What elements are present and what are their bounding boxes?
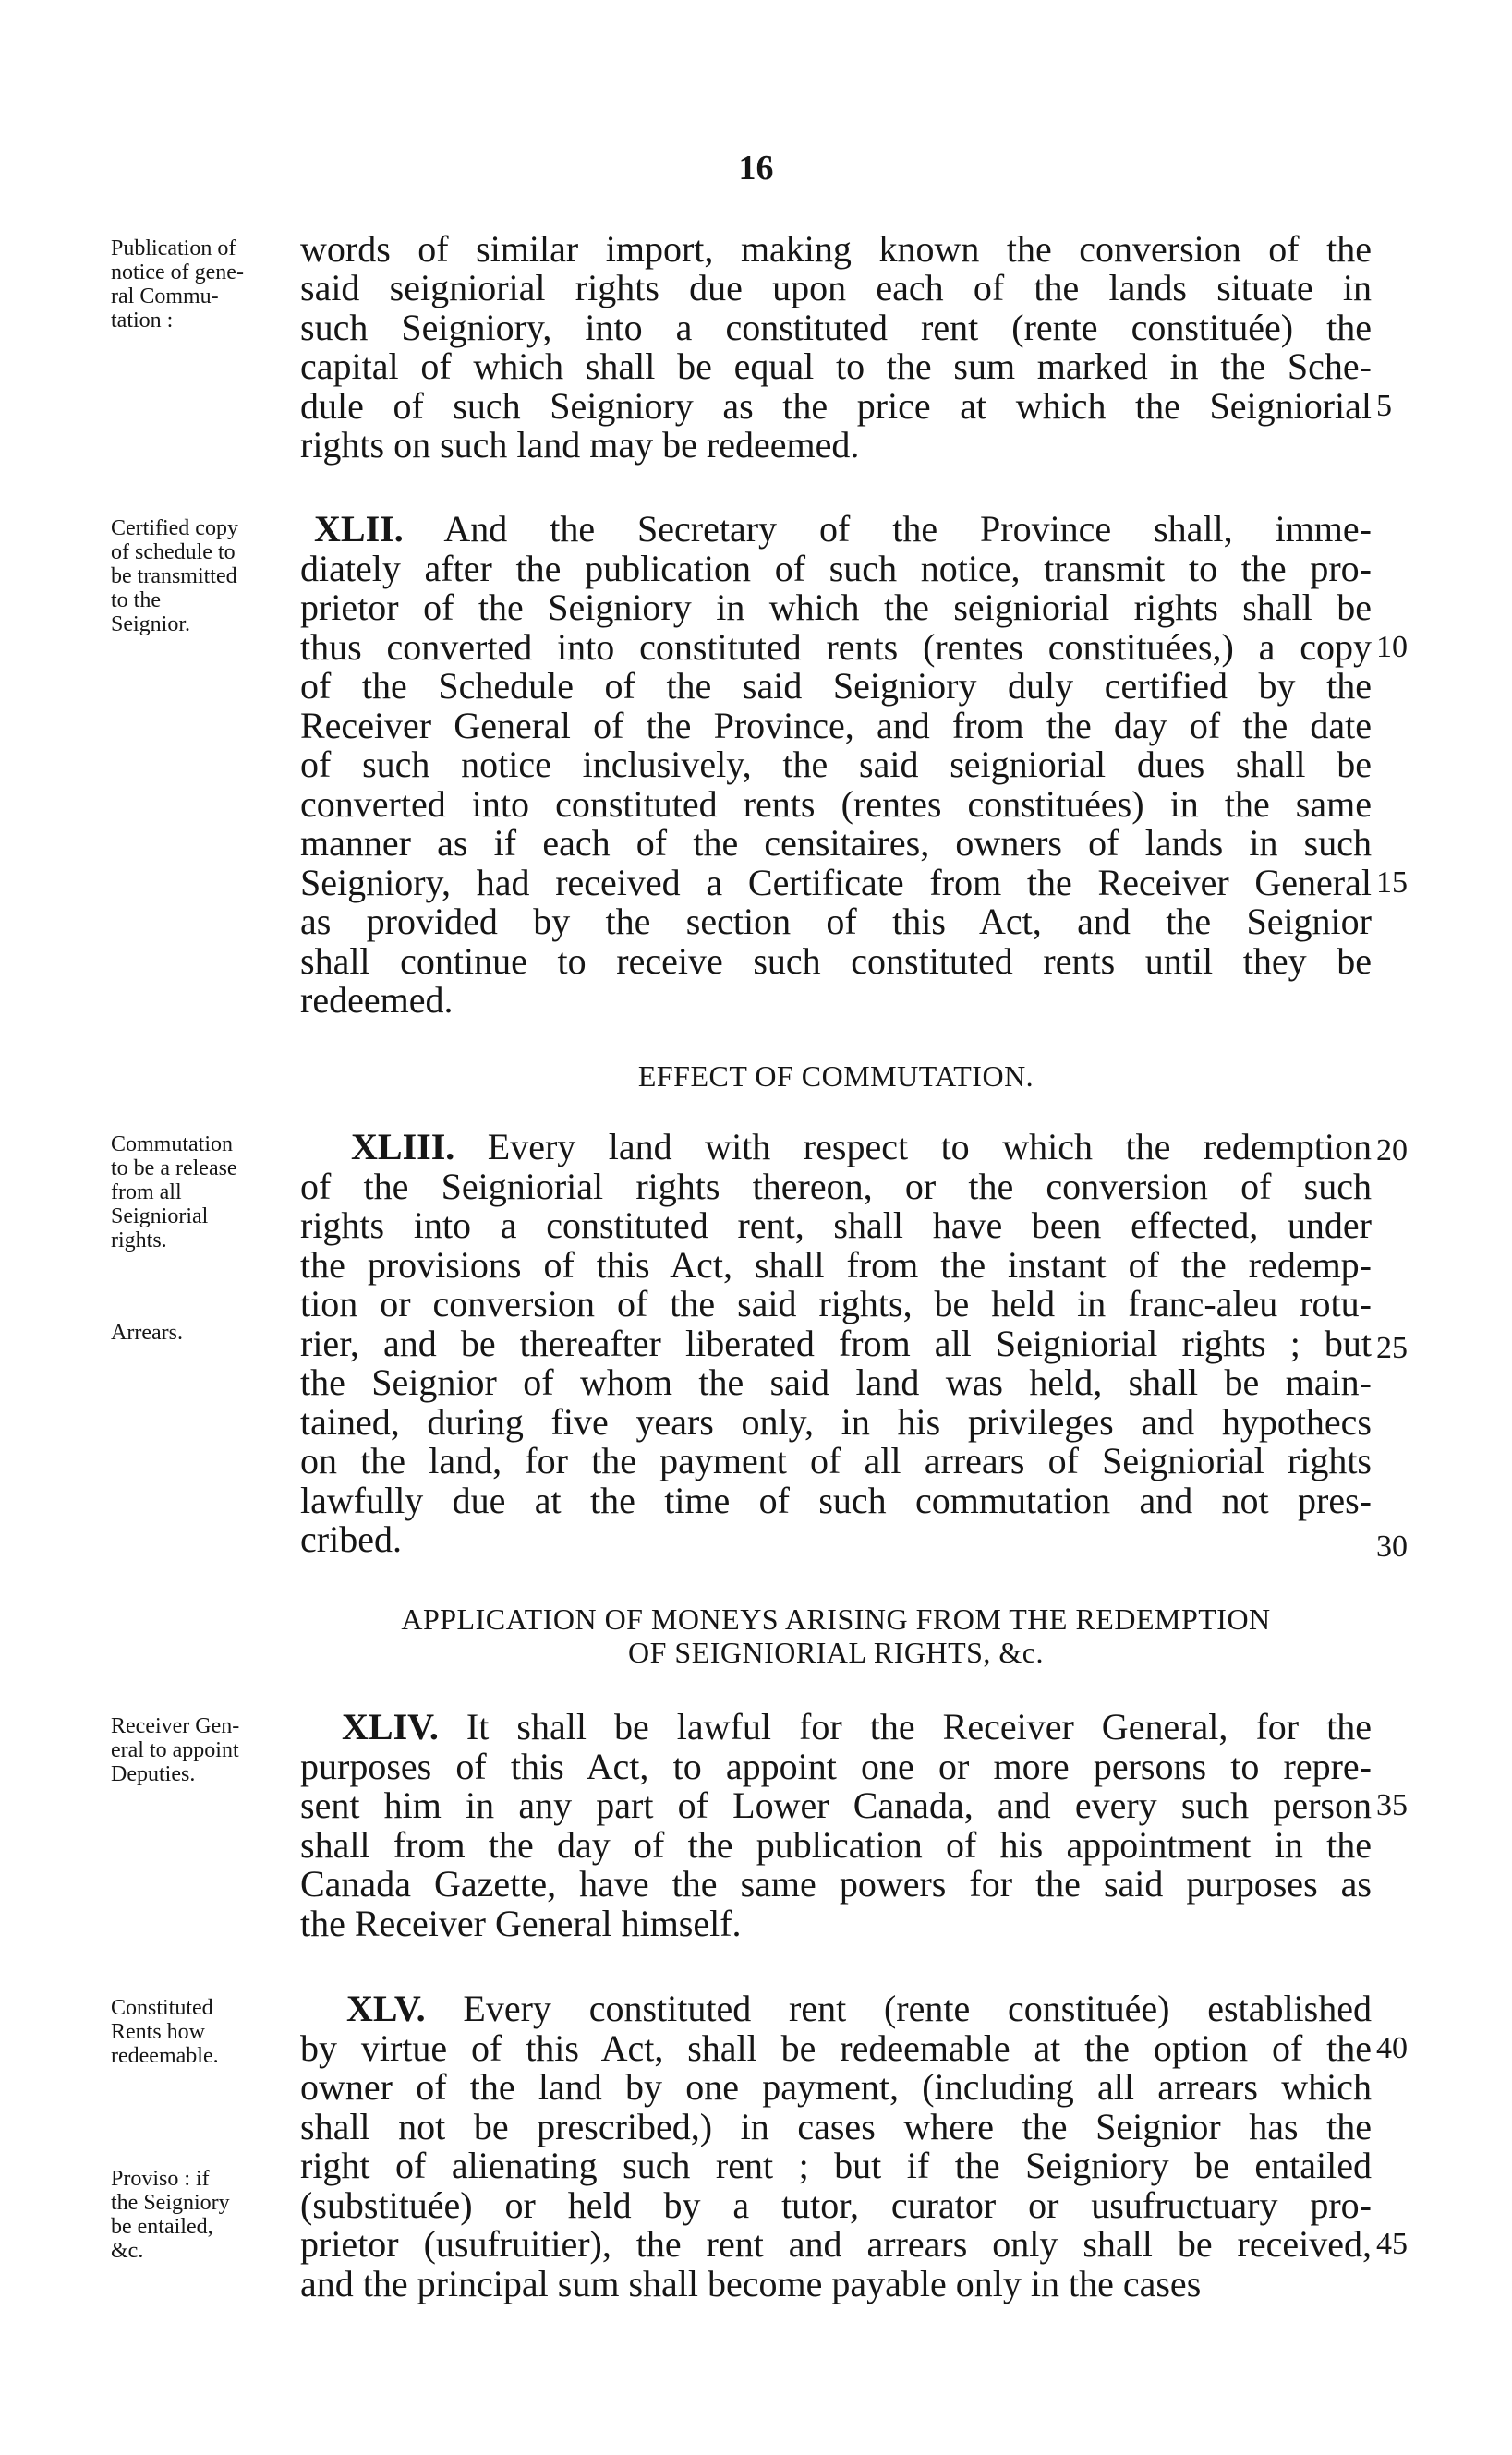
body-line: converted into constituted rents (rentes constituées) in the same <box>300 783 1372 825</box>
margin-note-line: Arrears. <box>111 1321 183 1345</box>
margin-note-line: &c. <box>111 2239 144 2263</box>
margin-note-receiver-general <box>111 1714 305 1786</box>
body-line: of the Seigniorial rights thereon, or the conversion of such <box>300 1166 1372 1207</box>
margin-note-line: be transmitted <box>111 564 237 588</box>
margin-note-commutation <box>111 1132 305 1252</box>
body-line: of the Schedule of the said Seigniory duly certified by the <box>300 665 1372 707</box>
line-number: 5 <box>1376 389 1392 423</box>
body-line: shall continue to receive such constituted rents until they be <box>300 940 1372 982</box>
section-number: XLIII. <box>351 1126 455 1167</box>
body-line <box>314 508 1372 550</box>
margin-note-line: the Seigniory <box>111 2191 230 2215</box>
body-line: dule of such Seigniory as the price at which the Seigniorial <box>300 385 1372 427</box>
body-line: shall from the day of the publication of his appointment in the <box>300 1824 1372 1866</box>
body-line: (substituée) or held by a tutor, curator or usufructuary pro- <box>300 2184 1372 2226</box>
margin-note-line: Receiver Gen- <box>111 1714 240 1738</box>
body-line: cribed. <box>300 1518 402 1560</box>
margin-note-line: Proviso : if <box>111 2167 210 2191</box>
line-number: 40 <box>1376 2031 1408 2065</box>
margin-note-line: ral Commu- <box>111 284 219 308</box>
margin-note-line: Certified copy <box>111 516 238 540</box>
body-line: the Receiver General himself. <box>300 1903 742 1944</box>
body-line: by virtue of this Act, shall be redeemable at the option of the <box>300 2027 1372 2069</box>
margin-note-line: tation : <box>111 308 174 333</box>
section-number: XLII. <box>314 508 404 550</box>
body-line <box>346 1990 1372 2027</box>
body-line: as provided by the section of this Act, and the Seignior <box>300 901 1372 942</box>
margin-note-line: Commutation <box>111 1132 233 1156</box>
body-line: on the land, for the payment of all arrears of Seigniorial rights <box>300 1440 1372 1481</box>
body-line: rier, and be thereafter liberated from all Seigniorial rights ; but <box>300 1323 1372 1364</box>
body-line: the provisions of this Act, shall from the instant of the redemp- <box>300 1244 1372 1286</box>
section-number: XLIV. <box>342 1706 439 1748</box>
body-line: right of alienating such rent ; but if the Seigniory be entailed <box>300 2145 1372 2186</box>
body-line: Seigniory, had received a Certificate from the Receiver General <box>300 862 1372 903</box>
body-line: said seigniorial rights due upon each of the lands situate in <box>300 267 1372 308</box>
body-line: owner of the land by one payment, (including all arrears which <box>300 2066 1372 2108</box>
margin-note-line: Rents how <box>111 2020 205 2044</box>
body-line: shall not be prescribed,) in cases where the Seignior has the <box>300 2106 1372 2147</box>
margin-note-line: Publication of <box>111 236 236 260</box>
body-line: sent him in any part of Lower Canada, and every such person <box>300 1784 1372 1826</box>
margin-note-line: Seignior. <box>111 612 191 636</box>
body-line: words of similar import, making known the conversion of the <box>300 228 1372 270</box>
margin-note-proviso <box>111 2167 305 2263</box>
body-line: rights into a constituted rent, shall have been effected, under <box>300 1204 1372 1246</box>
margin-note-line: rights. <box>111 1228 167 1252</box>
margin-note-certified-copy <box>111 516 305 636</box>
body-line: the Seignior of whom the said land was held, shall be main- <box>300 1361 1372 1403</box>
margin-note-line: Seigniorial <box>111 1204 209 1228</box>
margin-note-line: of schedule to <box>111 540 236 564</box>
margin-note-line: Constituted <box>111 1996 213 2020</box>
line-number: 45 <box>1376 2227 1408 2261</box>
body-line: tained, during five years only, in his privileges and hypothecs <box>300 1401 1372 1443</box>
body-line: purposes of this Act, to appoint one or more persons to repre- <box>300 1746 1372 1787</box>
margin-note-constituted-rents <box>111 1996 305 2068</box>
line-number: 30 <box>1376 1530 1408 1564</box>
margin-note-line: notice of gene- <box>111 260 244 284</box>
body-line <box>342 1706 1372 1748</box>
heading-line: OF SEIGNIORIAL RIGHTS, &c. <box>627 1636 1044 1669</box>
body-line: redeemed. <box>300 979 454 1021</box>
margin-note-line: redeemable. <box>111 2044 219 2068</box>
section-number: XLV. <box>346 1988 426 2029</box>
margin-note-line: to the <box>111 588 161 612</box>
body-line: lawfully due at the time of such commutation and not pres- <box>300 1480 1372 1521</box>
margin-note-line: eral to appoint <box>111 1738 239 1762</box>
section-text: And the Secretary of the Province shall, imme- <box>443 508 1372 550</box>
margin-note-line: be entailed, <box>111 2215 213 2239</box>
body-line: prietor of the Seigniory in which the seigniorial rights shall be <box>300 587 1372 628</box>
line-number: 20 <box>1376 1133 1408 1167</box>
margin-note-line: from all <box>111 1180 182 1204</box>
body-line: and the principal sum shall become payable only in the cases <box>300 2263 1202 2304</box>
margin-note-line: to be a release <box>111 1156 237 1180</box>
line-number: 35 <box>1376 1788 1408 1822</box>
line-number: 25 <box>1376 1331 1408 1365</box>
body-line: such Seigniory, into a constituted rent (rente constituée) the <box>300 307 1372 348</box>
body-line: manner as if each of the censitaires, owners of lands in such <box>300 822 1372 864</box>
section-heading: EFFECT OF COMMUTATION. <box>637 1059 1034 1093</box>
body-line: prietor (usufruitier), the rent and arrears only shall be received, <box>300 2223 1372 2265</box>
body-line: capital of which shall be equal to the sum marked in the Sche- <box>300 345 1372 387</box>
margin-note-line: Deputies. <box>111 1762 196 1786</box>
section-heading <box>300 1602 1372 1669</box>
line-number: 10 <box>1376 630 1408 664</box>
section-text: Every land with respect to which the redemption <box>487 1126 1373 1167</box>
heading-line: APPLICATION OF MONEYS ARISING FROM THE REDEMPTION <box>401 1602 1271 1636</box>
section-text: It shall be lawful for the Receiver General, for the <box>466 1706 1372 1748</box>
margin-note-arrears <box>111 1321 305 1345</box>
body-line: Receiver General of the Province, and from the day of the date <box>300 705 1372 746</box>
body-line: rights on such land may be redeemed. <box>300 424 860 466</box>
line-number: 15 <box>1376 865 1408 900</box>
body-line: thus converted into constituted rents (rentes constituées,) a copy <box>300 626 1372 668</box>
page-number: 16 <box>738 149 774 187</box>
body-line: tion or conversion of the said rights, be held in franc-aleu rotu- <box>300 1283 1372 1324</box>
section-text: Every constituted rent (rente constituée) established <box>463 1988 1372 2029</box>
margin-note-publication <box>111 236 305 333</box>
body-line: diately after the publication of such notice, transmit to the pro- <box>300 548 1372 589</box>
body-line: of such notice inclusively, the said seigniorial dues shall be <box>300 744 1372 785</box>
body-line <box>351 1126 1373 1167</box>
body-line: Canada Gazette, have the same powers for the said purposes as <box>300 1863 1372 1905</box>
